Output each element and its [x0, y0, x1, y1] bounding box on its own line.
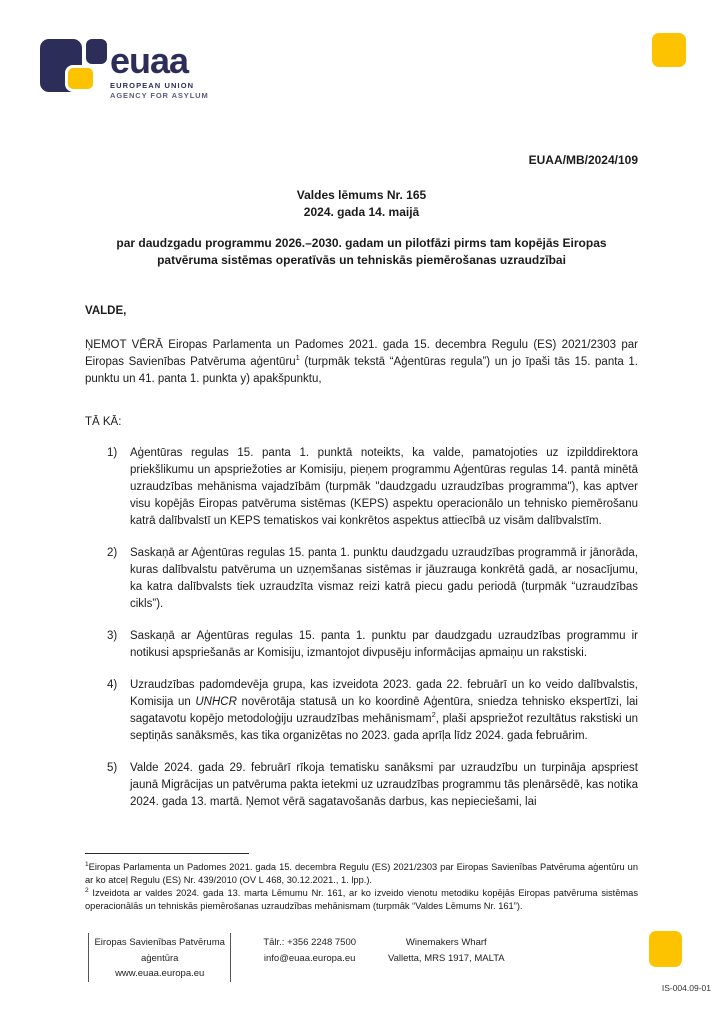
whereas-item-text: Saskaņā ar Aģentūras regulas 15. panta 1. punktu daudzgadu uzraudzības programmā ir jānorāda, kuras dalībvalstu patvēruma un uzņemšanas sistēmas ir jāuzrauga konkrētā gadā, ar nosacījumu, ka katra dalībvalsts tiek uzraudzīta vismaz reizi katrā piecu gadu periodā (turpmāk “uzraudzības cikls”).	[130, 547, 638, 610]
whereas-item-text: Saskaņā ar Aģentūras regulas 15. panta 1. punktu par daudzgadu uzraudzības programmu ir notikusi apspriešanās ar Komisiju, izmantojot divpusēju informācijas apmaiņu un rakstiski.	[130, 630, 638, 659]
euaa-logo	[40, 36, 240, 116]
euaa-logo-icon	[40, 36, 108, 94]
whereas-item-number: 1)	[107, 447, 118, 459]
opening-word: VALDE,	[85, 305, 127, 317]
page-footer	[88, 933, 593, 982]
footnotes-list	[85, 861, 638, 912]
whereas-item-text: Uzraudzības padomdevēja grupa, kas izveidota 2023. gada 22. februārī un ko veido dalībvalstis, Komisija un UNHCR novērotāja statusā un ko koordinē Aģentūra, sniedza tehnisko ekspertīzi, lai sagatavotu kopējo metodoloģiju uzraudzības mehānismam$^2$, plaši apspriežot rezultātus rakstiski un septiņās sanāksmēs, kas tika organizētas no 2023. gada aprīļa līdz 2024. gada februārim.	[130, 679, 638, 742]
document-subtitle: par daudzgadu programmu 2026.–2030. gadam un pilotfāzi pirms tam kopējās Eiropas patvēruma sistēmas operatīvās un tehniskās piemērošanas uzraudzībai	[116, 236, 607, 267]
document-code: IS-004.09-01	[661, 983, 711, 993]
whereas-item-number: 2)	[107, 547, 118, 559]
footer-column	[388, 933, 505, 982]
title-line-1: Valdes lēmums Nr. 165	[296, 188, 427, 202]
logo-tagline-european-union: EUROPEAN UNION	[110, 81, 195, 90]
whereas-item-number: 3)	[107, 630, 118, 642]
whereas-item	[85, 628, 638, 662]
yellow-square-bottom-right	[649, 931, 682, 967]
logo-tagline-agency-for-asylum: AGENCY FOR ASYLUM	[110, 91, 209, 100]
footer-line-1: Eiropas Savienības Patvēruma aģentūra	[94, 937, 225, 964]
whereas-list	[85, 445, 638, 811]
footnotes-section	[85, 853, 638, 913]
document-reference: EUAA/MB/2024/109	[528, 153, 638, 167]
logo-wordmark: euaa	[110, 40, 189, 81]
having-regard-paragraph: ŅEMOT VĒRĀ Eiropas Parlamenta un Padomes 2021. gada 15. decembra Regulu (ES) 2021/2303 par Eiropas Savienības Patvēruma aģentūru$^1$ (turpmāk tekstā “Aģentūras regula”) un jo īpaši tās 15. panta 1. punktu un 41. panta 1. punkta y) apakšpunktu,	[85, 339, 638, 385]
whereas-label: TĀ KĀ:	[85, 416, 122, 428]
whereas-item	[85, 445, 638, 530]
logo-small-square	[86, 39, 107, 64]
whereas-item	[85, 677, 638, 745]
whereas-item-number: 4)	[107, 679, 118, 691]
footer-line-2: Valletta, MRS 1917, MALTA	[387, 952, 505, 964]
footer-line-2: info@euaa.europa.eu	[263, 952, 356, 964]
yellow-square-top-right	[652, 33, 686, 67]
logo-yellow-square	[65, 65, 96, 92]
footnote: $^2$ Izveidota ar valdes 2024. gada 13. marta Lēmumu Nr. 161, ar ko izveido vienotu metodiku kopējās Eiropas patvēruma sistēmas operacionālās un tehniskās piemērošanas uzraudzības mehānismam (turpmāk “Valdes Lēmums Nr. 161”).	[85, 886, 638, 911]
whereas-item	[85, 545, 638, 613]
document-title	[85, 187, 638, 221]
whereas-item-number: 5)	[107, 762, 118, 774]
whereas-item	[85, 760, 638, 811]
whereas-item-text: Aģentūras regulas 15. panta 1. punktā noteikts, ka valde, pamatojoties uz izpilddirektora priekšlikumu un apspriežoties ar Komisiju, pieņem programmu Aģentūras regulas 14. pantā minētā uzraudzības mehānisma vajadzībām (turpmāk "daudzgadu uzraudzības programma"), kas aptver visu kopējās Eiropas patvēruma sistēmas (KEPS) aspektu operacionālo un tehnisko piemērošanu katrā dalībvalstī un KEPS tematiskos vai konkrētos aspektus attiecībā uz visām dalībvalstīm.	[130, 447, 638, 527]
footer-line-2: www.euaa.europa.eu	[115, 968, 205, 979]
footer-line-1: Winemakers Wharf	[405, 937, 487, 948]
footer-line-1: Tālr.: +356 2248 7500	[263, 937, 357, 948]
footer-column	[230, 933, 388, 982]
document-body	[85, 152, 638, 826]
whereas-item-text: Valde 2024. gada 29. februārī rīkoja tematisku sanāksmi par uzraudzību un turpināja apspriest jaunā Migrācijas un patvēruma pakta ietekmi uz uzraudzības programmu tās plenārsēdē, kas notika 2024. gada 13. martā. Ņemot vērā sagatavošanās darbus, kas nepieciešami, lai	[130, 762, 638, 808]
footnote-separator-line	[85, 853, 249, 854]
title-line-2: 2024. gada 14. maijā	[303, 205, 420, 219]
footnote: $^1$Eiropas Parlamenta un Padomes 2021. gada 15. decembra Regulu (ES) 2021/2303 par Eiropas Savienības Patvēruma aģentūru un ar ko atceļ Regulu (ES) Nr. 439/2010 (OV L 468, 30.12.2021., 1. lpp.).	[85, 860, 638, 885]
logo-text	[110, 40, 209, 100]
footer-column	[88, 933, 230, 982]
